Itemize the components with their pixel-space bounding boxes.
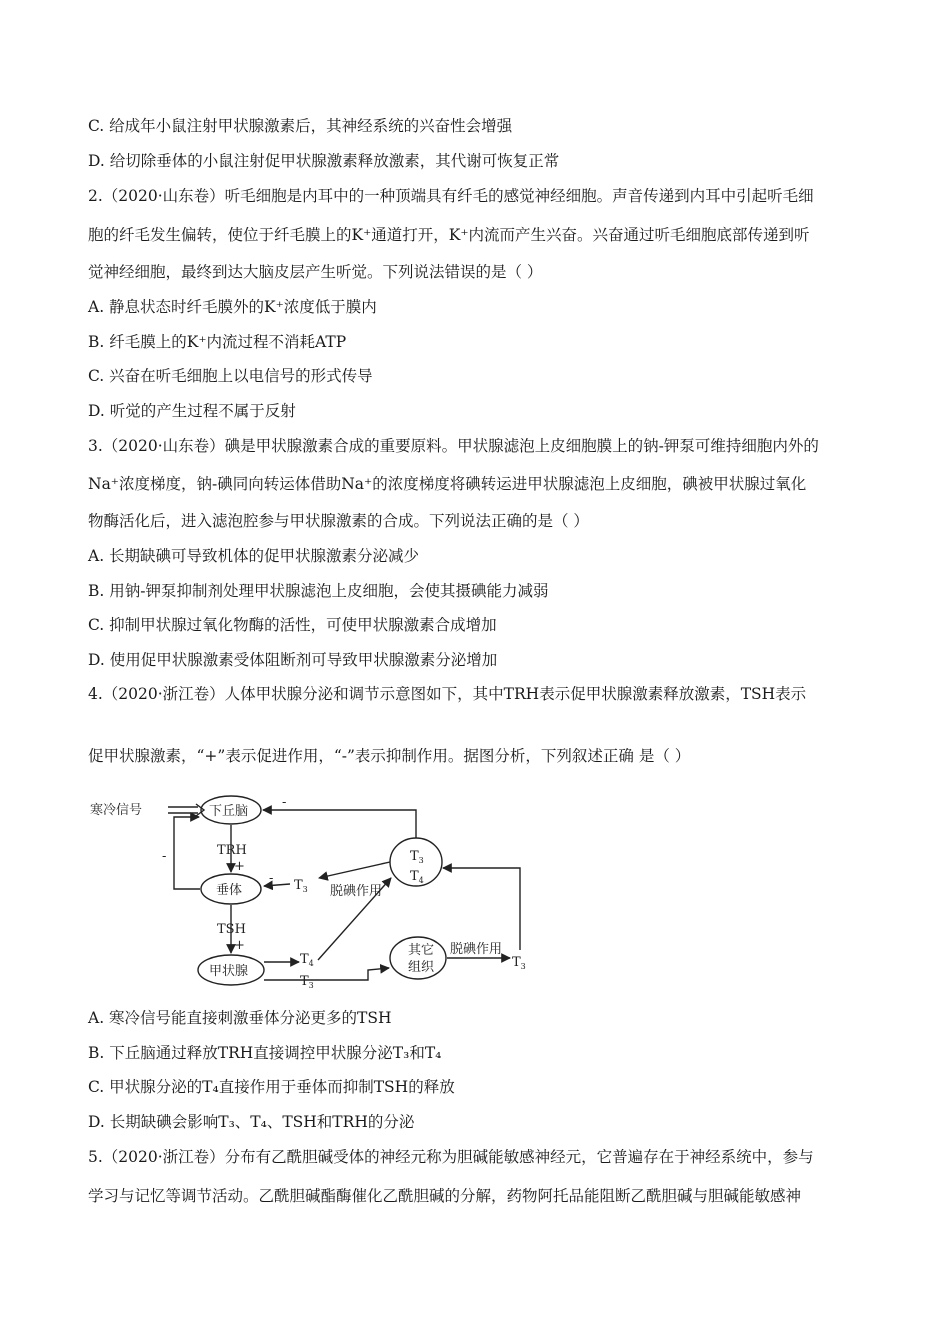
- t3-label: $T_3$: [300, 974, 314, 990]
- t3-label-to-pituitary: [264, 884, 290, 886]
- other-tissue-label-1: 其它: [408, 943, 435, 958]
- plus-sign: +: [234, 938, 245, 953]
- text-line: C. 兴奋在听毛细胞上以电信号的形式传导: [88, 367, 373, 385]
- text-line: 胞的纤毛发生偏转，使位于纤毛膜上的K⁺通道打开，K⁺内流而产生兴奋。兴奋通过听毛细胞底部传递到听: [88, 226, 810, 244]
- t3-label: $T_3$: [512, 955, 526, 971]
- text-line: 4.（2020·浙江卷）人体甲状腺分泌和调节示意图如下，其中TRH表示促甲状腺激素释放激素，TSH表示: [88, 685, 807, 703]
- pituitary-label: 垂体: [216, 883, 243, 898]
- deiodination-label-2: 脱碘作用: [450, 942, 503, 957]
- t3-output: [264, 968, 389, 980]
- text-line: 5.（2020·浙江卷）分布有乙酰胆碱受体的神经元称为胆碱能敏感神经元，它普遍存在于神经系统中，参与: [88, 1148, 814, 1166]
- text-line: A. 寒冷信号能直接刺激垂体分泌更多的TSH: [88, 1009, 392, 1027]
- text-line: B. 下丘脑通过释放TRH直接调控甲状腺分泌T₃和T₄: [88, 1044, 442, 1062]
- deiodination-label-1: 脱碘作用: [330, 884, 383, 899]
- trh-label: TRH: [217, 843, 247, 858]
- text-line: D. 长期缺碘会影响T₃、T₄、TSH和TRH的分泌: [88, 1113, 415, 1131]
- t3-label: $T_3$: [294, 878, 308, 894]
- t4-label: $T_4$: [410, 869, 424, 885]
- text-line: C. 抑制甲状腺过氧化物酶的活性，可使甲状腺激素合成增加: [88, 616, 497, 634]
- text-line: C. 给成年小鼠注射甲状腺激素后，其神经系统的兴奋性会增强: [88, 117, 513, 135]
- thyroid-label: 甲状腺: [209, 964, 249, 979]
- cold-signal-arrow: [168, 807, 198, 813]
- text-line: A. 长期缺碘可导致机体的促甲状腺激素分泌减少: [88, 547, 420, 565]
- text-line: D. 使用促甲状腺激素受体阻断剂可导致甲状腺激素分泌增加: [88, 651, 498, 669]
- thyroid-regulation-diagram: [86, 790, 538, 990]
- minus-sign: -: [282, 795, 287, 810]
- t3-return: [443, 868, 520, 950]
- t3-to-pituitary: [319, 862, 390, 878]
- text-line: A. 静息状态时纤毛膜外的K⁺浓度低于膜内: [88, 298, 377, 316]
- minus-sign: -: [162, 849, 167, 864]
- text-line: 觉神经细胞，最终到达大脑皮层产生听觉。下列说法错误的是（ ）: [88, 263, 543, 281]
- other-tissue-label-2: 组织: [408, 960, 435, 975]
- hypothalamus-label: 下丘脑: [209, 804, 249, 819]
- minus-sign: -: [269, 871, 274, 886]
- t4-label: $T_4$: [300, 952, 314, 968]
- pituitary-feedback: [174, 817, 200, 889]
- text-line: B. 用钠-钾泵抑制剂处理甲状腺滤泡上皮细胞，会使其摄碘能力减弱: [88, 582, 549, 600]
- hypothalamus-feedback: [263, 810, 416, 838]
- text-line: 2.（2020·山东卷）听毛细胞是内耳中的一种顶端具有纤毛的感觉神经细胞。声音传递到内耳中引起听毛细: [88, 187, 814, 205]
- text-line: 促甲状腺激素，“+”表示促进作用，“-”表示抑制作用。据图分析，下列叙述正确 是（ ）: [88, 747, 691, 765]
- plus-sign: +: [234, 859, 245, 874]
- cold-signal-label: 寒冷信号: [90, 803, 143, 818]
- text-line: 学习与记忆等调节活动。乙酰胆碱酯酶催化乙酰胆碱的分解，药物阿托品能阻断乙酰胆碱与胆碱能敏感神: [88, 1187, 802, 1205]
- t3-label: $T_3$: [410, 849, 424, 865]
- text-line: 物酶活化后，进入滤泡腔参与甲状腺激素的合成。下列说法正确的是（ ）: [88, 512, 589, 530]
- text-line: D. 给切除垂体的小鼠注射促甲状腺激素释放激素，其代谢可恢复正常: [88, 152, 560, 170]
- text-line: 3.（2020·山东卷）碘是甲状腺激素合成的重要原料。甲状腺滤泡上皮细胞膜上的钠-钾泵可维持细胞内外的: [88, 437, 819, 455]
- text-line: Na⁺浓度梯度，钠-碘同向转运体借助Na⁺的浓度梯度将碘转运进甲状腺滤泡上皮细胞，碘被甲状腺过氧化: [88, 475, 807, 493]
- text-line: D. 听觉的产生过程不属于反射: [88, 402, 296, 420]
- tsh-label: TSH: [217, 922, 246, 937]
- text-line: C. 甲状腺分泌的T₄直接作用于垂体而抑制TSH的释放: [88, 1078, 455, 1096]
- text-line: B. 纤毛膜上的K⁺内流过程不消耗ATP: [88, 333, 347, 351]
